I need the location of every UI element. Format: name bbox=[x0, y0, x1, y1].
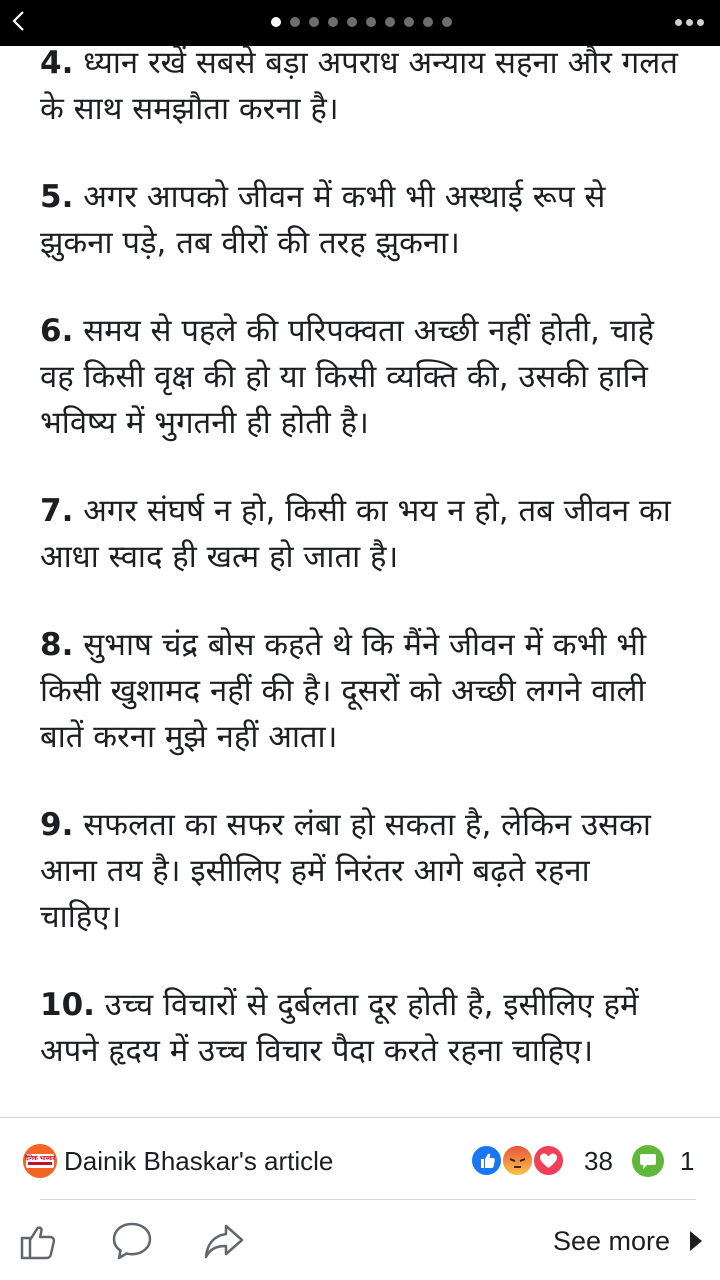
divider bbox=[0, 1117, 720, 1118]
page-dot bbox=[366, 17, 376, 27]
like-button[interactable] bbox=[16, 1217, 64, 1265]
article-top-spacer bbox=[0, 32, 720, 40]
page-indicator bbox=[0, 17, 720, 27]
point-text: सुभाष चंद्र बोस कहते थे कि मैंने जीवन में कभी भी किसी खुशामद नहीं की है। दूसरों को अच्छी लगने वाली बातें करना मुझे नहीं आता। bbox=[40, 627, 647, 755]
point-number: 7. bbox=[40, 493, 74, 529]
point-number: 4. bbox=[40, 45, 74, 81]
point-text: अगर आपको जीवन में कभी भी अस्थाई रूप से झुकना पड़े, तब वीरों की तरह झुकना। bbox=[40, 179, 606, 261]
page-dot bbox=[290, 17, 300, 27]
article-point bbox=[0, 802, 720, 940]
point-number: 10. bbox=[40, 987, 95, 1023]
page-dot bbox=[347, 17, 357, 27]
article-body bbox=[0, 32, 720, 1112]
point-number: 8. bbox=[40, 627, 74, 663]
point-text: समय से पहले की परिपक्वता अच्छी नहीं होती, चाहे वह किसी वृक्ष की हो या किसी व्यक्ति की, उसकी हानि भविष्य में भुगतनी ही होती है। bbox=[40, 313, 654, 441]
divider bbox=[40, 1199, 696, 1200]
dainik-bhaskar-logo[interactable] bbox=[23, 1144, 57, 1178]
more-dot bbox=[686, 19, 693, 26]
article-point bbox=[0, 982, 720, 1074]
point-number: 6. bbox=[40, 313, 74, 349]
point-text: ध्यान रखें सबसे बड़ा अपराध अन्याय सहना और गलत के साथ समझौता करना है। bbox=[40, 45, 678, 127]
share-icon bbox=[200, 1217, 248, 1265]
share-button[interactable] bbox=[200, 1217, 248, 1265]
point-text: सफलता का सफर लंबा हो सकता है, लेकिन उसका आना तय है। इसीलिए हमें निरंतर आगे बढ़ते रहना चाहिए। bbox=[40, 807, 651, 935]
see-more-link[interactable]: See more bbox=[553, 1226, 671, 1256]
love-reaction-icon bbox=[532, 1144, 565, 1177]
point-number: 9. bbox=[40, 807, 74, 843]
like-reaction-icon bbox=[470, 1144, 503, 1177]
point-text: उच्च विचारों से दुर्बलता दूर होती है, इसीलिए हमें अपने हृदय में उच्च विचार पैदा करते रहना चाहिए। bbox=[40, 987, 639, 1069]
comment-icon bbox=[108, 1217, 156, 1265]
angry-reaction-icon bbox=[501, 1144, 534, 1177]
more-dot bbox=[697, 19, 704, 26]
more-horizontal-icon bbox=[675, 19, 682, 26]
caret-right-icon[interactable] bbox=[686, 1227, 706, 1255]
comment-count-icon bbox=[632, 1145, 664, 1177]
thumbs-up-icon bbox=[16, 1217, 64, 1265]
article-point bbox=[0, 308, 720, 446]
article-point bbox=[0, 622, 720, 760]
page-dot bbox=[309, 17, 319, 27]
source-name[interactable]: Dainik Bhaskar's article bbox=[64, 1146, 334, 1176]
source-row bbox=[0, 1128, 720, 1196]
page-dot bbox=[404, 17, 414, 27]
reaction-count[interactable]: 38 bbox=[584, 1146, 613, 1176]
page-dot bbox=[328, 17, 338, 27]
comment-button[interactable] bbox=[108, 1217, 156, 1265]
page-dot bbox=[442, 17, 452, 27]
comment-count[interactable]: 1 bbox=[680, 1146, 695, 1176]
page-dot bbox=[385, 17, 395, 27]
page-dot bbox=[271, 17, 281, 27]
reactions-summary[interactable] bbox=[470, 1144, 570, 1178]
svg-text:दैनिक भास्कर: दैनिक भास्कर bbox=[25, 1155, 55, 1162]
page-dot bbox=[423, 17, 433, 27]
article-point bbox=[0, 488, 720, 580]
article-point bbox=[0, 40, 720, 132]
article-point bbox=[0, 174, 720, 266]
action-bar bbox=[0, 1205, 720, 1277]
point-text: अगर संघर्ष न हो, किसी का भय न हो, तब जीवन का आधा स्वाद ही खत्म हो जाता है। bbox=[40, 493, 671, 575]
more-options-button[interactable] bbox=[672, 14, 706, 30]
point-number: 5. bbox=[40, 179, 74, 215]
